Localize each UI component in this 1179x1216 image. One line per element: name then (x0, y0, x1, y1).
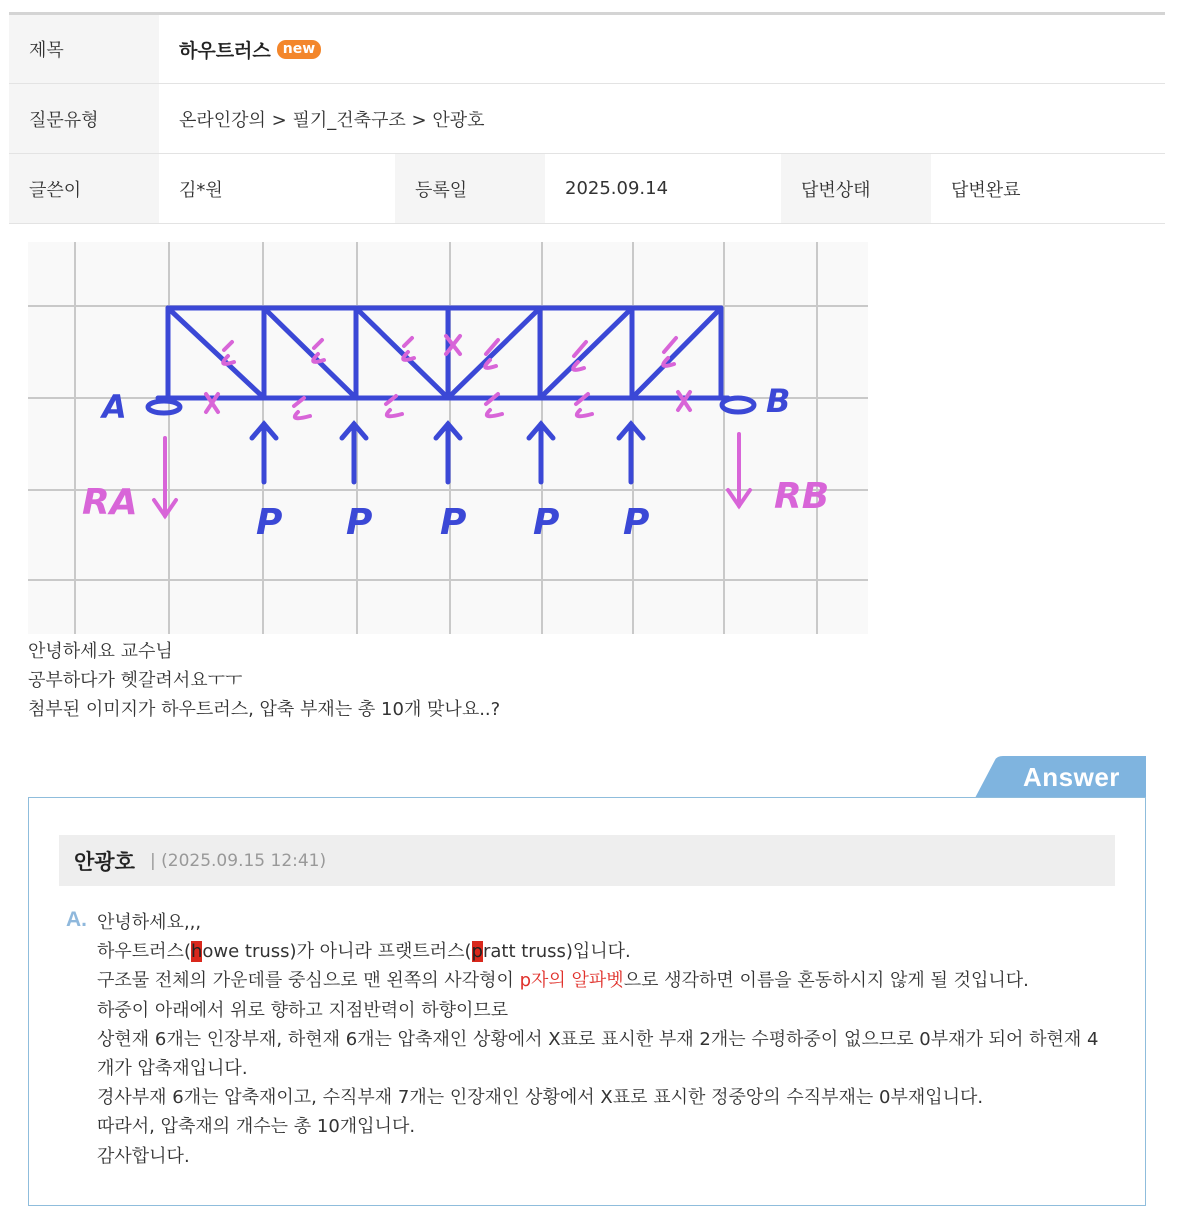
question-line: 공부하다가 헷갈려서요ㅜㅜ (28, 670, 243, 691)
answer-text-segment: ratt truss)입니다. (482, 941, 631, 963)
load-p-label: P (623, 502, 650, 543)
highlight-h: h (190, 941, 203, 963)
date-label: 등록일 (395, 154, 545, 223)
support-a-label: A (102, 388, 127, 426)
answer-text-segment: 하우트러스( (97, 941, 191, 963)
question-body (28, 637, 500, 724)
load-p-label: P (256, 502, 283, 543)
highlight-p: p (471, 941, 483, 963)
title-row (9, 15, 1165, 84)
load-p-label: P (440, 502, 467, 543)
type-row (9, 84, 1165, 154)
truss-sketch (28, 242, 868, 634)
post-title: 하우트러스 (179, 39, 271, 62)
truss-drawing-image (28, 242, 868, 634)
answer-text-segment: 으로 생각하면 이름을 혼동하시지 않게 될 것입니다. (623, 970, 1029, 992)
answer-line: 감사합니다. (97, 1145, 190, 1167)
answer-line: 따라서, 압축재의 개수는 총 10개입니다. (97, 1116, 416, 1138)
type-value: 온라인강의 > 필기_건축구조 > 안광호 (179, 109, 485, 131)
answer-a-mark: A. (66, 908, 87, 931)
answer-body (97, 908, 1112, 1171)
answer-line: 상현재 6개는 인장부재, 하현재 6개는 압축재인 상황에서 X표로 표시한 부재 2개는 수평하중이 없으므로 0부재가 되어 하현재 4개가 압축재입니다. (97, 1028, 1099, 1080)
type-label: 질문유형 (9, 84, 159, 153)
status-label: 답변상태 (781, 154, 931, 223)
date-value: 2025.09.14 (565, 178, 669, 199)
answer-author: 안광호 (74, 850, 135, 874)
info-table (9, 12, 1165, 224)
answer-tab-label: Answer (1023, 762, 1120, 792)
new-badge: new (277, 40, 321, 59)
title-label: 제목 (9, 15, 159, 83)
writer-label: 글쓴이 (9, 154, 159, 223)
answer-text-segment: 구조물 전체의 가운데를 중심으로 맨 왼쪽의 사각형이 (97, 970, 520, 992)
status-value: 답변완료 (951, 179, 1021, 201)
title-value-cell (159, 15, 1165, 83)
load-p-label: P (346, 502, 373, 543)
answer-line: 안녕하세요,,, (97, 912, 202, 933)
answer-date: | (2025.09.15 12:41) (150, 851, 327, 871)
question-line: 안녕하세요 교수님 (28, 641, 173, 662)
answer-text-segment: owe truss)가 아니라 프랫트러스( (202, 941, 472, 963)
question-line: 첨부된 이미지가 하우트러스, 압축 부재는 총 10개 맞나요..? (28, 699, 501, 720)
load-p-label: P (533, 502, 560, 543)
load-arrows (252, 424, 643, 482)
answer-line: 경사부재 6개는 압축재이고, 수직부재 7개는 인장재인 상황에서 X표로 표시한 정중앙의 수직부재는 0부재입니다. (97, 1087, 984, 1109)
answer-line (97, 937, 1112, 966)
reaction-rb-label: RB (774, 476, 830, 517)
answer-line: 하중이 아래에서 위로 향하고 지점반력이 하향이므로 (97, 999, 509, 1021)
answer-line (97, 966, 1112, 995)
writer-value: 김*원 (179, 179, 223, 201)
meta-row (9, 154, 1165, 224)
support-b-label: B (766, 382, 791, 420)
red-emphasis-text: p자의 알파벳 (519, 970, 624, 992)
reaction-ra-label: RA (82, 482, 138, 523)
